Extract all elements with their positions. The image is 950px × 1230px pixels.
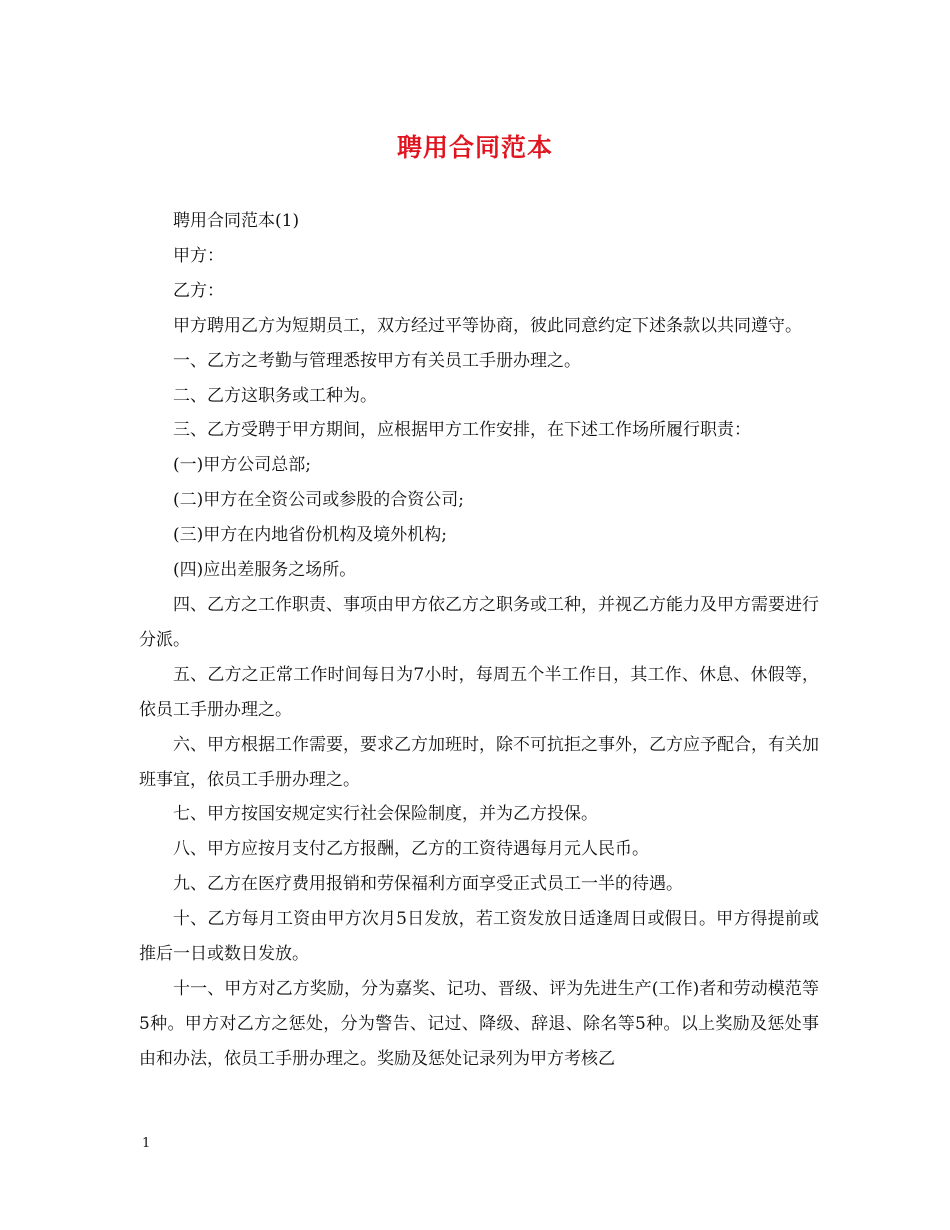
paragraph: 十一、甲方对乙方奖励，分为嘉奖、记功、晋级、评为先进生产(工作)者和劳动模范等5种。甲方对乙方之惩处，分为警告、记过、降级、辞退、除名等5种。以上奖励及惩处事由和办法，依员工手册办理之。奖励及惩处记录列为甲方考核乙 <box>139 978 819 1069</box>
paragraph: 聘用合同范本(1) <box>173 211 300 231</box>
paragraph: 五、乙方之正常工作时间每日为7小时，每周五个半工作日，其工作、休息、休假等，依员工手册办理之。 <box>139 664 819 720</box>
paragraph: 六、甲方根据工作需要，要求乙方加班时，除不可抗拒之事外，乙方应予配合，有关加班事宜，依员工手册办理之。 <box>139 734 819 790</box>
page-number: 1 <box>142 1136 151 1151</box>
document-title: 聘用合同范本 <box>396 133 553 162</box>
paragraph: 十、乙方每月工资由甲方次月5日发放，若工资发放日适逢周日或假日。甲方得提前或推后一日或数日发放。 <box>139 909 819 965</box>
paragraph: 八、甲方应按月支付乙方报酬，乙方的工资待遇每月元人民币。 <box>173 839 649 860</box>
paragraph: 甲方： <box>173 245 224 266</box>
paragraph: 三、乙方受聘于甲方期间，应根据甲方工作安排，在下述工作场所履行职责： <box>173 420 751 441</box>
paragraph: 二、乙方这职务或工种为。 <box>173 385 377 406</box>
paragraph: 甲方聘用乙方为短期员工，双方经过平等协商，彼此同意约定下述条款以共同遵守。 <box>173 315 802 336</box>
paragraph: 一、乙方之考勤与管理悉按甲方有关员工手册办理之。 <box>173 350 581 371</box>
paragraph: (四)应出差服务之场所。 <box>173 560 357 581</box>
paragraph: 九、乙方在医疗费用报销和劳保福利方面享受正式员工一半的待遇。 <box>173 874 683 895</box>
paragraph: (一)甲方公司总部; <box>173 455 311 476</box>
paragraph: (二)甲方在全资公司或参股的合资公司; <box>173 490 464 511</box>
paragraph: 七、甲方按国安规定实行社会保险制度，并为乙方投保。 <box>173 804 598 825</box>
paragraph: (三)甲方在内地省份机构及境外机构; <box>173 525 447 546</box>
paragraph: 四、乙方之工作职责、事项由甲方依乙方之职务或工种，并视乙方能力及甲方需要进行分派。 <box>139 594 819 650</box>
paragraph: 乙方： <box>173 280 224 301</box>
document-body <box>139 204 819 1077</box>
